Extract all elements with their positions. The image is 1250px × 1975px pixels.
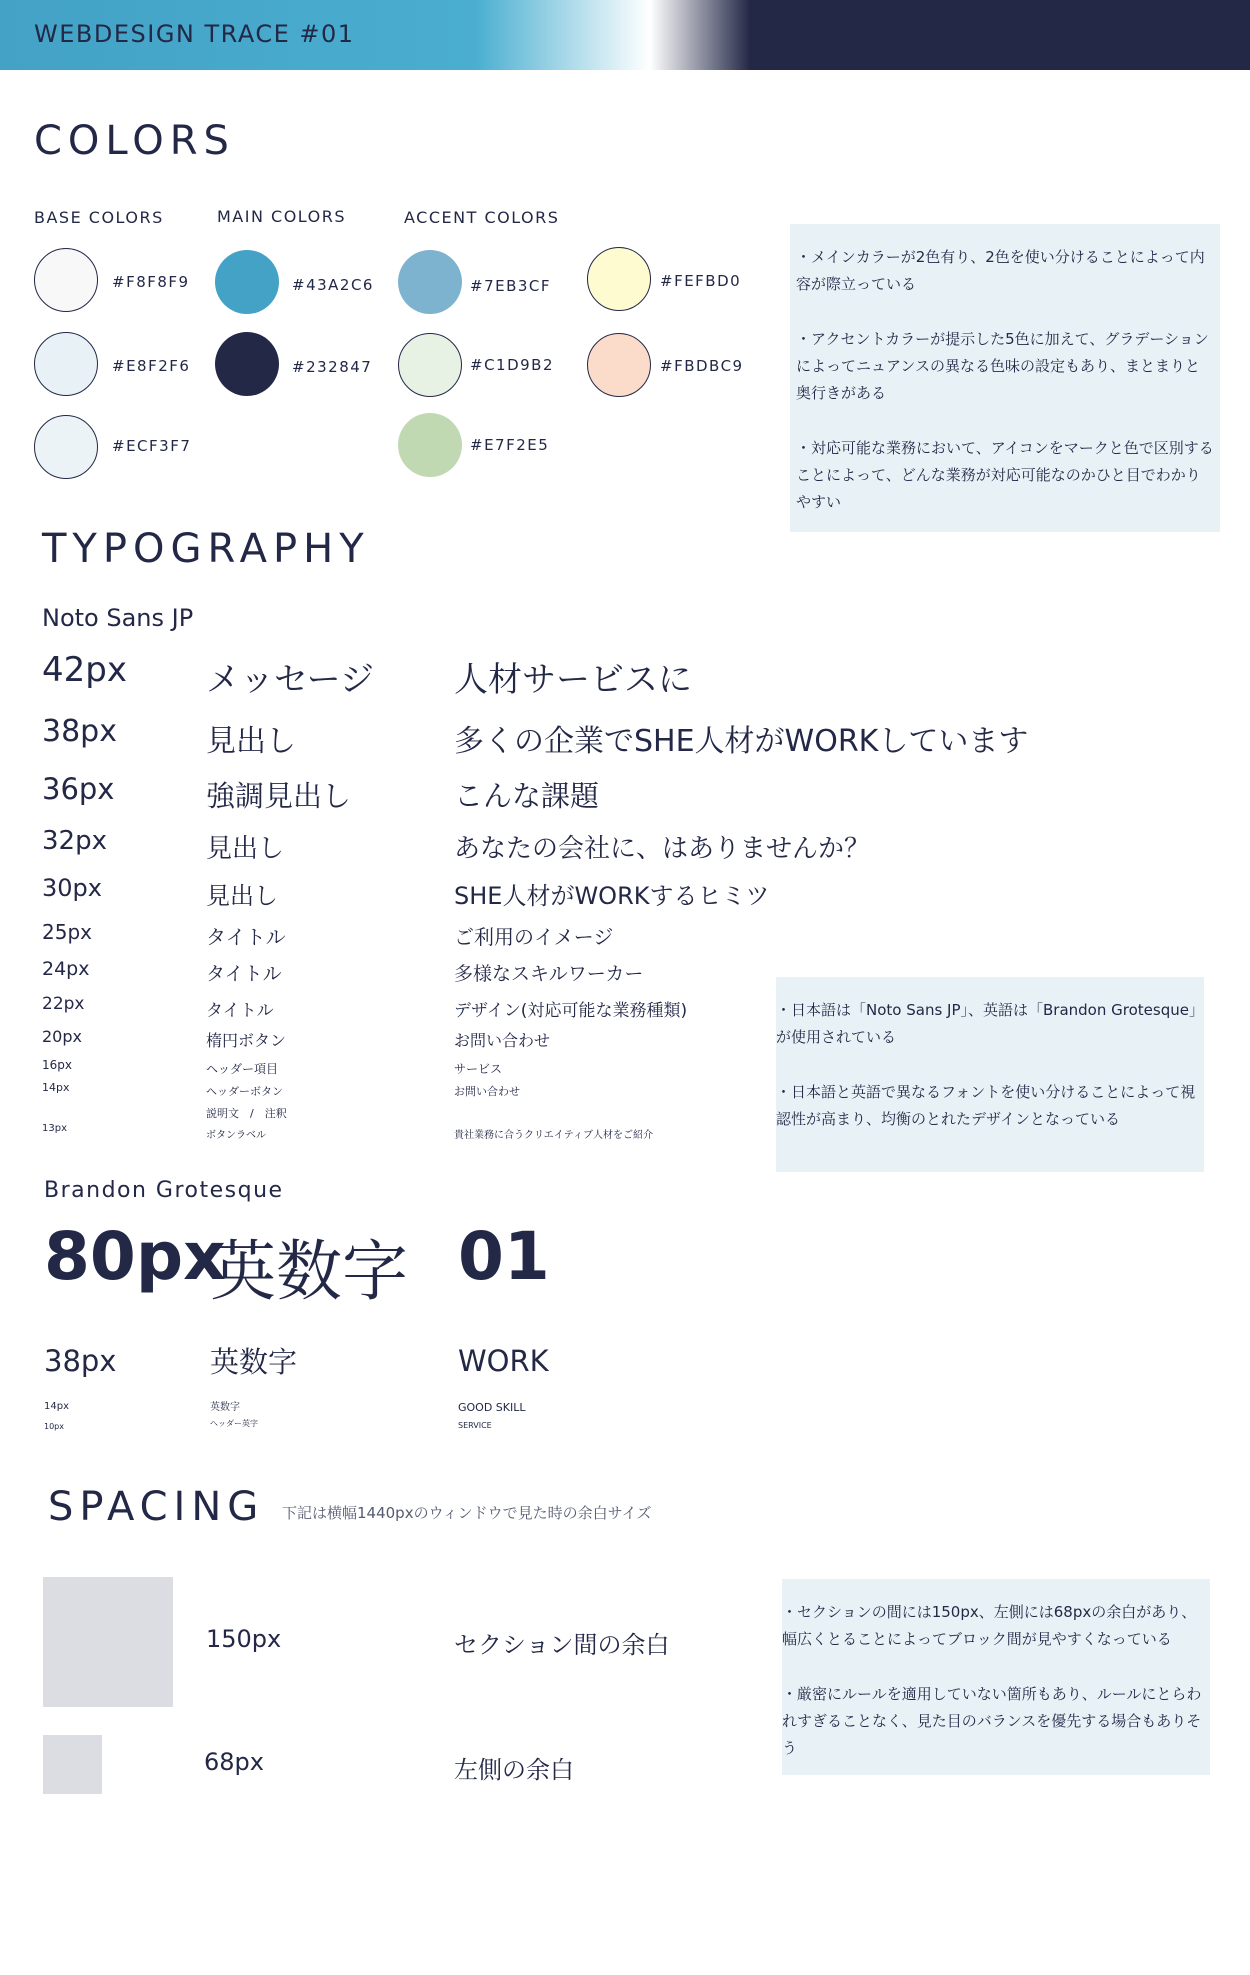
typography-notes-box (776, 977, 1204, 1172)
swatch-base-2 (34, 332, 98, 396)
hex-base-3: #ECF3F7 (112, 437, 192, 455)
accent-colors-label: ACCENT COLORS (404, 208, 560, 227)
brandon-sample-10: SERVICE (458, 1421, 492, 1430)
type-size-13: 13px (42, 1123, 67, 1134)
colors-note-1: ・メインカラーが2色有り、2色を使い分けることによって内容が際立っている (796, 248, 1205, 293)
colors-note-3: ・対応可能な業務において、アイコンをマークと色で区別することによって、どんな業務が対応可能なのかひと目でわかりやすい (796, 439, 1214, 511)
swatch-main-2 (215, 332, 279, 396)
colors-title: COLORS (34, 118, 235, 164)
type-size-42: 42px (42, 650, 127, 690)
type-sample-16: サービス (454, 1062, 503, 1076)
brandon-sample-80: 01 (458, 1218, 550, 1295)
hex-main-2: #232847 (292, 358, 373, 376)
colors-notes-box (790, 224, 1220, 532)
swatch-accent-1 (398, 250, 462, 314)
hex-base-1: #F8F8F9 (112, 273, 190, 291)
type-role-38: 見出し (206, 724, 296, 759)
brandon-role-38: 英数字 (210, 1345, 298, 1379)
type-role-caption: 説明文 / 注釈 (206, 1107, 287, 1120)
type-sample-22: デザイン(対応可能な業務種類) (454, 1001, 688, 1021)
spacing-swatch-150 (43, 1577, 173, 1707)
type-role-30: 見出し (206, 882, 278, 910)
spacing-notes-box (782, 1579, 1210, 1775)
hex-accent-1: #7EB3CF (470, 277, 552, 295)
noto-font-name: Noto Sans JP (42, 604, 194, 632)
type-size-22: 22px (42, 994, 85, 1014)
brandon-size-38: 38px (44, 1344, 117, 1378)
type-sample-20: お問い合わせ (454, 1031, 551, 1050)
hex-accent-4: #FEFBD0 (660, 272, 742, 290)
swatch-base-3 (34, 415, 98, 479)
type-role-32: 見出し (206, 834, 285, 864)
brandon-size-14: 14px (44, 1401, 69, 1412)
brandon-size-10: 10px (44, 1422, 64, 1431)
type-sample-24: 多様なスキルワーカー (454, 963, 644, 985)
type-role-36: 強調見出し (206, 779, 352, 813)
hex-main-1: #43A2C6 (292, 276, 374, 294)
base-colors-label: BASE COLORS (34, 208, 164, 227)
type-sample-38: 多くの企業でSHE人材がWORKしています (454, 724, 1029, 759)
type-role-24: タイトル (206, 963, 282, 985)
swatch-accent-2 (398, 333, 462, 397)
type-size-14: 14px (42, 1081, 70, 1094)
type-role-20: 楕円ボタン (206, 1031, 287, 1050)
swatch-main-1 (215, 250, 279, 314)
type-role-42: メッセージ (206, 660, 374, 700)
brandon-size-80: 80px (44, 1218, 226, 1295)
type-sample-42: 人材サービスに (454, 660, 692, 700)
type-role-22: タイトル (206, 1001, 274, 1021)
type-sample-14: お問い合わせ (454, 1085, 520, 1098)
spacing-label-150: セクション間の余白 (454, 1631, 670, 1659)
typography-note-1: ・日本語は「Noto Sans JP」、英語は「Brandon Grotesque」が使用されている (776, 1001, 1197, 1046)
spacing-note-2: ・厳密にルールを適用していない箇所もあり、ルールにとらわれすぎることなく、見た目のバランスを優先する場合もありそう (782, 1685, 1202, 1757)
type-size-16: 16px (42, 1058, 72, 1072)
type-sample-13: 貴社業務に合うクリエイティブ人材をご紹介 (454, 1130, 653, 1141)
typography-note-2: ・日本語と英語で異なるフォントを使い分けることによって視認性が高まり、均衡のとれたデザインとなっている (776, 1083, 1196, 1128)
type-size-20: 20px (42, 1027, 82, 1046)
brandon-role-14: 英数字 (210, 1402, 240, 1413)
type-role-14: ヘッダーボタン (206, 1085, 283, 1098)
spacing-title: SPACING (48, 1484, 265, 1530)
main-colors-label: MAIN COLORS (217, 207, 346, 226)
type-size-25: 25px (42, 920, 92, 944)
hex-accent-3: #E7F2E5 (470, 436, 550, 454)
type-role-16: ヘッダー項目 (206, 1062, 279, 1076)
swatch-accent-4 (587, 247, 651, 311)
swatch-accent-3 (398, 413, 462, 477)
hex-base-2: #E8F2F6 (112, 357, 191, 375)
spacing-caption: 下記は横幅1440pxのウィンドウで見た時の余白サイズ (282, 1504, 652, 1522)
swatch-base-1 (34, 248, 98, 312)
type-size-38: 38px (42, 714, 117, 749)
type-size-32: 32px (42, 826, 107, 856)
hex-accent-2: #C1D9B2 (470, 356, 555, 374)
colors-note-2: ・アクセントカラーが提示した5色に加えて、グラデーションによってニュアンスの異なる色味の設定もあり、まとまりと奥行きがある (796, 330, 1209, 402)
spacing-label-68: 左側の余白 (454, 1756, 574, 1784)
type-role-13: ボタンラベル (206, 1130, 266, 1141)
type-sample-36: こんな課題 (454, 779, 600, 813)
type-size-30: 30px (42, 874, 102, 902)
brandon-role-10: ヘッダー英字 (210, 1419, 258, 1428)
brandon-font-name: Brandon Grotesque (44, 1178, 284, 1203)
spacing-note-1: ・セクションの間には150px、左側には68pxの余白があり、幅広くとることによってブロック間が見やすくなっている (782, 1603, 1197, 1648)
brandon-role-80: 英数字 (210, 1233, 408, 1310)
spacing-size-150: 150px (206, 1625, 282, 1653)
type-size-24: 24px (42, 958, 90, 980)
brandon-sample-38: WORK (458, 1344, 549, 1378)
type-role-25: タイトル (206, 925, 286, 949)
brandon-sample-14: GOOD SKILL (458, 1401, 526, 1414)
hex-accent-5: #FBDBC9 (660, 357, 744, 375)
typography-title: TYPOGRAPHY (42, 526, 370, 572)
type-sample-30: SHE人材がWORKするヒミツ (454, 882, 770, 910)
type-sample-25: ご利用のイメージ (454, 925, 614, 949)
header-title: WEBDESIGN TRACE #01 (34, 20, 355, 48)
spacing-size-68: 68px (204, 1748, 264, 1776)
swatch-accent-5 (587, 333, 651, 397)
spacing-swatch-68 (43, 1735, 102, 1794)
type-size-36: 36px (42, 772, 115, 806)
type-sample-32: あなたの会社に、はありませんか？ (454, 834, 871, 864)
